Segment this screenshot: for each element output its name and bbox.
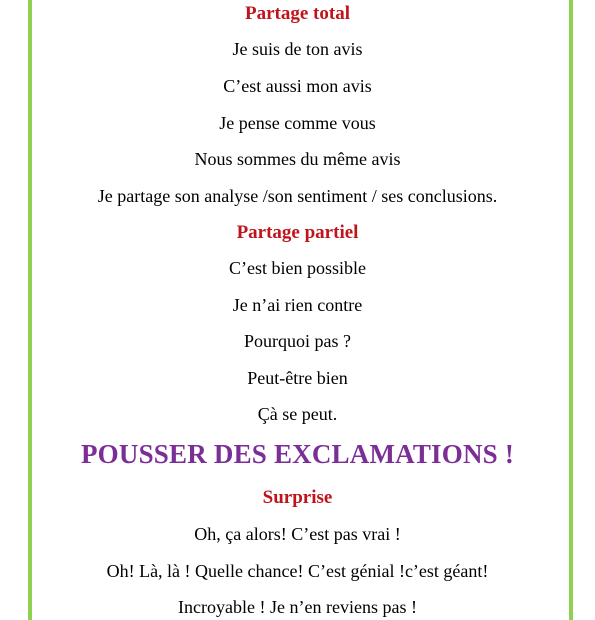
phrase-line: Je suis de ton avis [232, 39, 363, 59]
phrase-line: Nous sommes du même avis [194, 149, 401, 169]
section-title-exclamations: POUSSER DES EXCLAMATIONS ! [80, 439, 515, 469]
phrase-line: C’est aussi mon avis [223, 76, 372, 96]
phrase-line: Je n’ai rien contre [232, 295, 363, 315]
phrase-line: Pourquoi pas ? [244, 331, 351, 351]
phrase-line: Incroyable ! Je n’en reviens pas ! [178, 597, 417, 617]
phrase-line: C’est bien possible [229, 258, 366, 278]
heading-partage-total: Partage total [245, 3, 350, 24]
phrase-line: Je partage son analyse /son sentiment / ses conclusions. [97, 186, 498, 206]
phrase-line: Peut-être bien [247, 368, 348, 388]
phrase-line: Je pense comme vous [219, 113, 376, 133]
phrase-line: Çà se peut. [257, 404, 338, 424]
phrase-line: Oh! Là, là ! Quelle chance! C’est génial !c’est géant! [106, 561, 489, 581]
heading-surprise: Surprise [262, 487, 333, 508]
heading-partage-partiel: Partage partiel [236, 222, 359, 243]
phrase-line: Oh, ça alors! C’est pas vrai ! [194, 524, 401, 544]
